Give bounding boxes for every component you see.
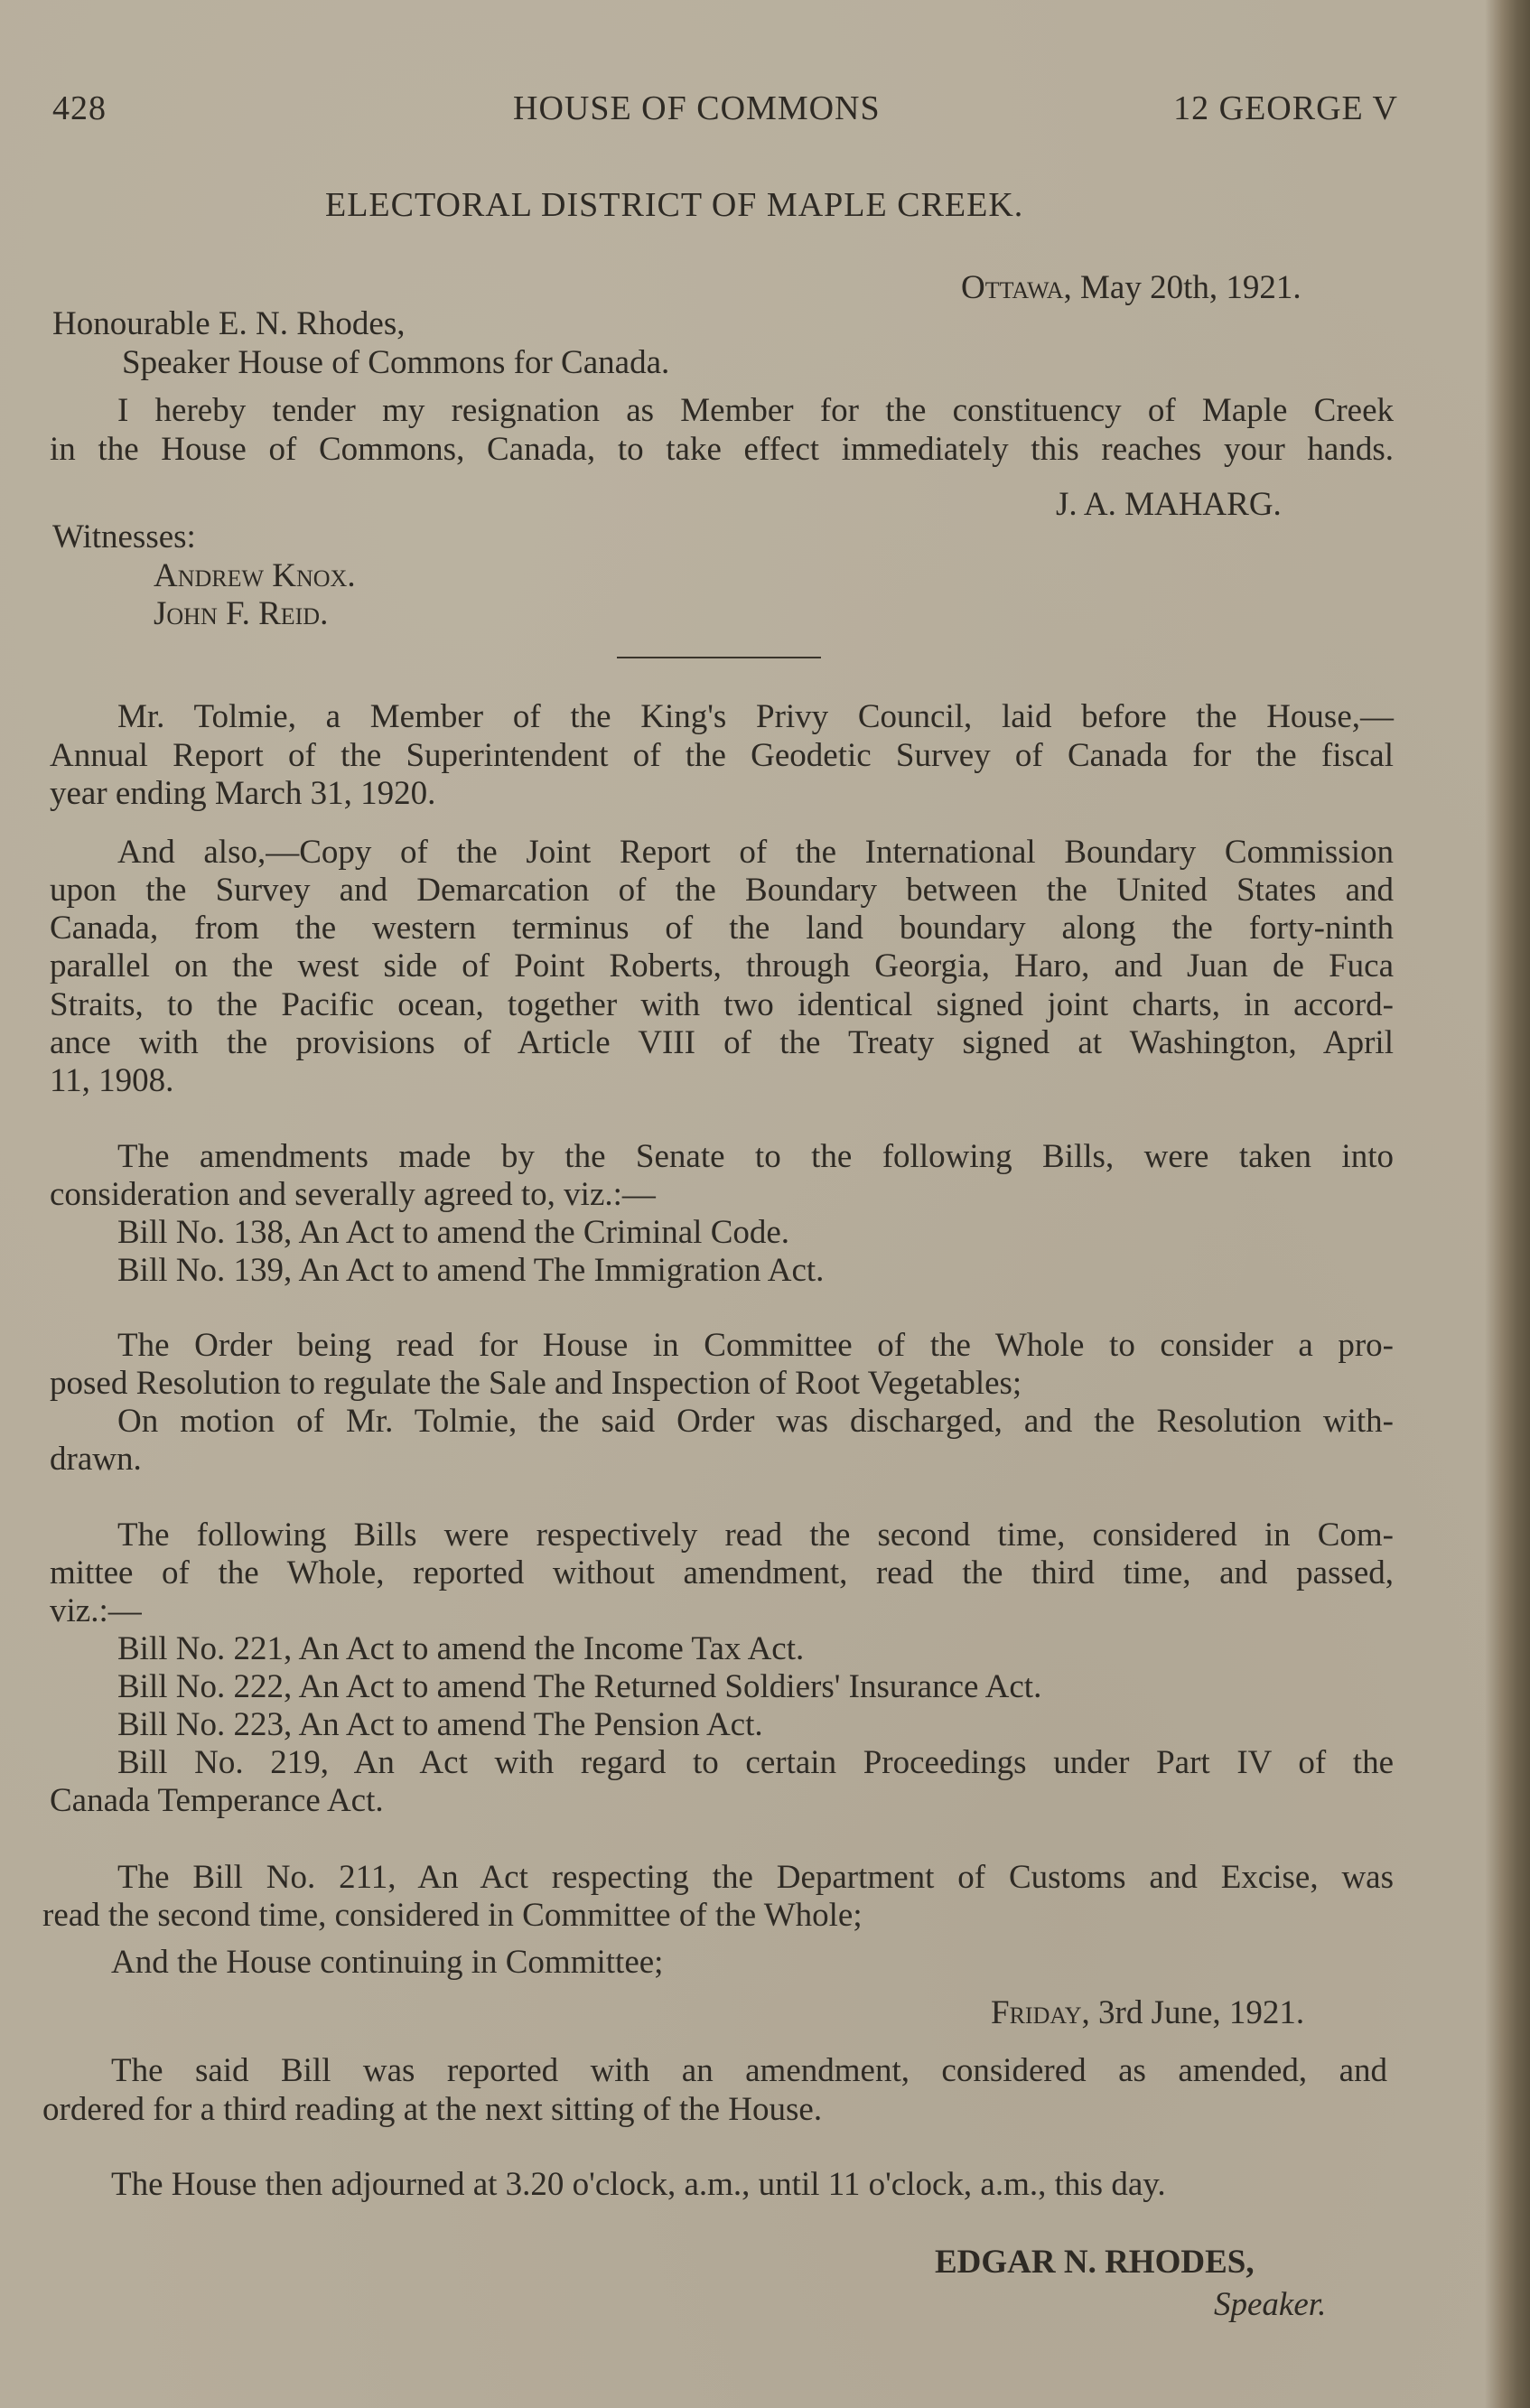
- paragraph-line: drawn.: [50, 1441, 142, 1478]
- letter-signature: J. A. MAHARG.: [1056, 486, 1282, 523]
- header-title: HOUSE OF COMMONS: [513, 89, 881, 127]
- letter-addressee-title: Speaker House of Commons for Canada.: [122, 344, 670, 381]
- paragraph-line: parallel on the west side of Point Roberts, through Georgia, Haro, and Juan de Fuca: [50, 947, 1394, 985]
- paragraph-line: ance with the provisions of Article VIII of the Treaty signed at Washington, April: [50, 1024, 1394, 1061]
- paragraph-line: viz.:—: [50, 1592, 142, 1629]
- paragraph-line: The Order being read for House in Committee of the Whole to consider a pro-: [117, 1327, 1394, 1364]
- running-header: [52, 89, 1398, 134]
- paragraph-line: Straits, to the Pacific ocean, together with two identical signed joint charts, in accord-: [50, 986, 1394, 1023]
- witnesses-label: Witnesses:: [52, 518, 196, 555]
- adjournment-line: The House then adjourned at 3.20 o'clock, a.m., until 11 o'clock, a.m., this day.: [111, 2166, 1166, 2203]
- paragraph-line: The said Bill was reported with an amendment, considered as amended, and: [111, 2052, 1387, 2089]
- bill-line: Bill No. 221, An Act to amend the Income Tax Act.: [117, 1630, 805, 1667]
- speaker-title: Speaker.: [1214, 2286, 1327, 2323]
- letter-addressee: Honourable E. N. Rhodes,: [52, 305, 406, 342]
- letter-dateline: [961, 268, 1301, 307]
- witness-name: Andrew Knox.: [154, 557, 356, 594]
- letter-body-line: in the House of Commons, Canada, to take effect immediately this reaches your hands.: [50, 431, 1394, 468]
- page-edge-shadow: [1485, 0, 1530, 2408]
- paragraph-line: And the House continuing in Committee;: [111, 1944, 664, 1981]
- paragraph-line: mittee of the Whole, reported without amendment, read the third time, and passed,: [50, 1554, 1394, 1591]
- paragraph-line: On motion of Mr. Tolmie, the said Order was discharged, and the Resolution with-: [117, 1403, 1394, 1440]
- paragraph-line: And also,—Copy of the Joint Report of the International Boundary Commission: [117, 834, 1394, 871]
- paragraph-line: Canada, from the western terminus of the land boundary along the forty-ninth: [50, 910, 1394, 947]
- paragraph-line: year ending March 31, 1920.: [50, 775, 436, 812]
- letter-date: May 20th, 1921.: [1080, 269, 1301, 306]
- paragraph-line: The amendments made by the Senate to the following Bills, were taken into: [117, 1138, 1394, 1175]
- bill-line: Bill No. 222, An Act to amend The Returned Soldiers' Insurance Act.: [117, 1668, 1042, 1705]
- paragraph-line: The following Bills were respectively read the second time, considered in Com-: [117, 1517, 1394, 1554]
- sitting-dateline: [991, 1993, 1304, 2032]
- bill-line: Bill No. 219, An Act with regard to certain Proceedings under Part IV of the: [117, 1744, 1394, 1781]
- bill-line: Bill No. 223, An Act to amend The Pension Act.: [117, 1706, 763, 1743]
- paragraph-line: 11, 1908.: [50, 1062, 174, 1099]
- letter-body-line: I hereby tender my resignation as Member for the constituency of Maple Creek: [117, 392, 1394, 429]
- header-regnal-year: 12 GEORGE V: [1173, 89, 1398, 127]
- paragraph-line: posed Resolution to regulate the Sale and Inspection of Root Vegetables;: [50, 1365, 1022, 1402]
- witness-name: John F. Reid.: [154, 595, 329, 632]
- page-number: 428: [52, 89, 107, 127]
- section-heading: ELECTORAL DISTRICT OF MAPLE CREEK.: [325, 186, 1024, 224]
- speaker-name: EDGAR N. RHODES,: [935, 2244, 1255, 2281]
- paragraph-line: consideration and severally agreed to, viz.:—: [50, 1176, 656, 1213]
- paragraph-line: The Bill No. 211, An Act respecting the Department of Customs and Excise, was: [117, 1859, 1394, 1896]
- sitting-date: 3rd June, 1921.: [1098, 1994, 1305, 2031]
- paragraph-line: ordered for a third reading at the next sitting of the House.: [42, 2091, 823, 2128]
- paragraph-line: Annual Report of the Superintendent of the Geodetic Survey of Canada for the fiscal: [50, 737, 1394, 774]
- letter-place: Ottawa,: [961, 269, 1072, 306]
- sitting-day: Friday,: [991, 1994, 1090, 2031]
- section-divider: [617, 657, 821, 658]
- bill-line: Bill No. 138, An Act to amend the Criminal Code.: [117, 1214, 790, 1251]
- paragraph-line: read the second time, considered in Committee of the Whole;: [42, 1897, 863, 1934]
- paragraph-line: Mr. Tolmie, a Member of the King's Privy Council, laid before the House,—: [117, 698, 1394, 735]
- paragraph-line: upon the Survey and Demarcation of the Boundary between the United States and: [50, 872, 1394, 909]
- bill-line: Bill No. 139, An Act to amend The Immigration Act.: [117, 1252, 825, 1289]
- paragraph-line: Canada Temperance Act.: [50, 1782, 384, 1819]
